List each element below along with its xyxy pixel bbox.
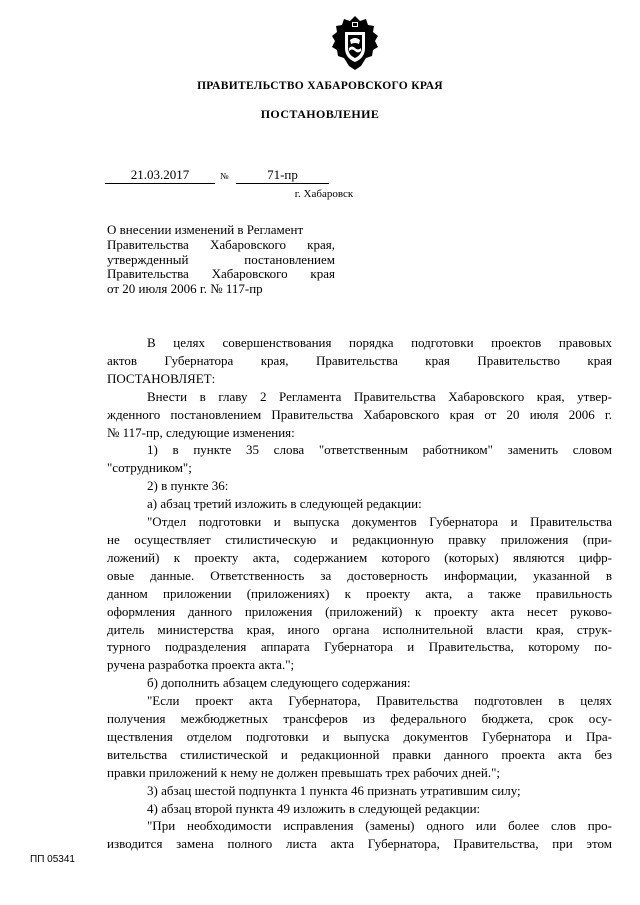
subject-block [107,223,335,297]
number-sign: № [220,171,229,181]
body-line: правки приложений к нему не должен превышать трех рабочих дней."; [107,764,500,780]
city-label: г. Хабаровск [294,188,354,200]
government-title: ПРАВИТЕЛЬСТВО ХАБАРОВСКОГО КРАЯ [197,80,443,92]
body-line: № 117-пр, следующие изменения: [107,424,295,440]
subject-line: от 20 июля 2006 г. № 117-пр [107,281,263,297]
body-line: дитель министерства края, иного органа исполнительной власти края, струк- [107,621,612,637]
subject-line: Правительства Хабаровского края [107,266,335,282]
body-line: 3) абзац шестой подпункта 1 пункта 46 признать утратившим силу; [147,782,521,798]
document-date: 21.03.2017 [105,167,215,184]
document-type: ПОСТАНОВЛЕНИЕ [260,107,380,121]
coat-of-arms-icon [328,14,382,74]
body-line: "При необходимости исправления (замены) одного или более слов про- [147,818,612,834]
body-line: "Отдел подготовки и выпуска документов Губернатора и Правительства [147,514,612,530]
body-line: 1) в пункте 35 слова "ответственным работником" заменить словом [147,442,612,458]
body-line: вительства стилистической и редакционной правки данного проекта акта без [107,746,612,762]
body-line: жденного постановлением Правительства Хабаровского края от 20 июля 2006 г. [107,406,612,422]
body-line: оформления данного приложения (приложений) к проекту акта несет руково- [107,603,612,619]
subject-line: утвержденный постановлением [107,251,335,267]
body-line: а) абзац третий изложить в следующей редакции: [147,496,422,512]
body-line: 2) в пункте 36: [147,478,229,494]
body-line: "Если проект акта Губернатора, Правительства подготовлен в целях [147,693,612,709]
body-line: б) дополнить абзацем следующего содержания: [147,675,411,691]
body-line: актов Губернатора края, Правительства края Правительство края [107,352,612,368]
body-line: ществления отделом подготовки и выпуска документов Губернатора и Пра- [107,728,612,744]
document-code: ПП 05341 [30,854,75,865]
document-number: 71-пр [236,167,329,184]
body-line: овые данные. Ответственность за достоверность информации, указанной в [107,567,612,583]
body-line: получения межбюджетных трансферов из федерального бюджета, срок осу- [107,711,612,727]
body-line: В целях совершенствования порядка подготовки проектов правовых [147,335,612,350]
body-line: изводится замена полного листа акта Губернатора, Правительства, при этом [107,836,612,852]
subject-line: Правительства Хабаровского края, [107,236,335,252]
body-line: ручена разработка проекта акта."; [107,657,295,673]
body-line: турного подразделения аппарата Губернатора и Правительства, которому по- [107,639,612,655]
body-line: данном приложении (приложениях) к проекту акта, а также правильность [107,585,612,601]
body-line: "сотрудником"; [107,460,192,476]
document-body [107,334,612,853]
subject-line: О внесении изменений в Регламент [107,222,304,237]
body-line: 4) абзац второй пункта 49 изложить в следующей редакции: [147,800,481,816]
body-line: ПОСТАНОВЛЯЕТ: [107,370,216,386]
body-line: не осуществляет стилистическую и редакционную правку приложения (при- [107,531,612,547]
body-line: Внести в главу 2 Регламента Правительства Хабаровского края, утвер- [147,388,612,404]
body-line: ложений) к проекту акта, содержанием которого (которых) являются цифр- [107,549,612,565]
